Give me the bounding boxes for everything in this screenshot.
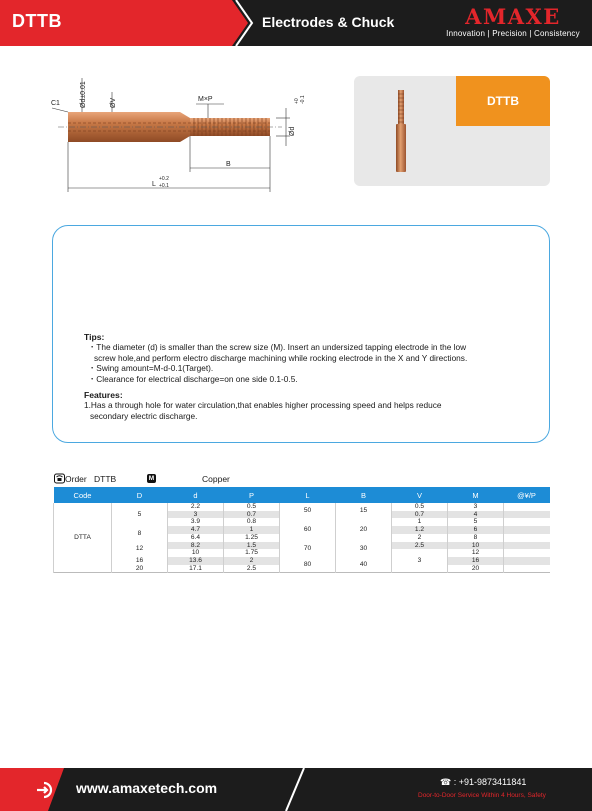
tip-line-2: screw hole,and perform electro discharge machining while rocking electrode in the X and Y directions.: [94, 352, 468, 363]
page-title: DTTB: [12, 11, 62, 31]
cell-d: 10: [168, 549, 224, 557]
label-mxp: M×P: [198, 96, 213, 103]
cell-V: 0.7: [392, 511, 448, 519]
table-header-row: [54, 487, 550, 503]
cell-price: [504, 526, 550, 534]
brand-tagline: Innovation | Precision | Consistency: [446, 29, 580, 38]
brand-logo[interactable]: [442, 6, 584, 38]
cell-M: 5: [448, 518, 504, 526]
material-badge: M: [148, 475, 155, 482]
cell-d: 4.7: [168, 526, 224, 534]
cell-d: 2.2: [168, 503, 224, 511]
cell-price: [504, 534, 550, 542]
cell-code: DTTA: [54, 503, 112, 573]
label-dia-v: ØV: [110, 97, 117, 108]
cell-M: 4: [448, 511, 504, 519]
cell-d: 13.6: [168, 557, 224, 565]
cell-M: 3: [448, 503, 504, 511]
label-l-tol-top: +0.2: [159, 176, 169, 182]
label-l-tol-bot: +0.1: [159, 183, 169, 189]
label-l: L: [152, 181, 156, 188]
cell-P: 0.5: [224, 503, 280, 511]
phone-icon: ☎ :: [440, 777, 459, 787]
cell-V: 2.5: [392, 542, 448, 550]
order-code: DTTB: [94, 474, 117, 484]
brand-name: AMAXE: [465, 4, 561, 29]
tips-heading: Tips:: [84, 332, 105, 342]
page-subtitle: Electrodes & Chuck: [262, 14, 395, 30]
label-d: Ød: [289, 126, 296, 136]
cell-L: 80: [280, 557, 336, 573]
cell-B: 40: [336, 557, 392, 573]
cell-L: 60: [280, 518, 336, 541]
features-heading: Features:: [84, 390, 123, 401]
col-header-V: V: [392, 487, 448, 503]
technical-drawing: [48, 68, 318, 198]
table-row: [54, 557, 550, 565]
feature-line-1: 1.Has a through hole for water circulation,that enables higher processing speed and helps reduce: [84, 400, 442, 411]
page-footer: [0, 768, 592, 811]
table-row: [54, 503, 550, 511]
cell-P: 1.25: [224, 534, 280, 542]
phone-icon: [54, 473, 65, 486]
cell-P: 0.8: [224, 518, 280, 526]
tip-line-1: ・The diameter (d) is smaller than the screw size (M). Insert an undersized tapping electrode in the low: [88, 342, 467, 353]
cell-price: [504, 503, 550, 511]
cell-L: 50: [280, 503, 336, 518]
tip-line-3: ・Swing amount=M-d-0.1(Target).: [88, 363, 214, 374]
cell-d: 3: [168, 511, 224, 519]
cell-P: 1.75: [224, 549, 280, 557]
table-row: [54, 542, 550, 550]
cell-D: 5: [112, 503, 168, 526]
product-tag-label: DTTB: [487, 94, 519, 108]
cell-B: 20: [336, 518, 392, 541]
cell-P: 2.5: [224, 565, 280, 573]
cell-d: 8.2: [168, 542, 224, 550]
cell-price: [504, 518, 550, 526]
cell-price: [504, 557, 550, 565]
col-header-B: B: [336, 487, 392, 503]
order-material: Copper: [202, 474, 230, 484]
cell-M: 10: [448, 542, 504, 550]
cell-d: 6.4: [168, 534, 224, 542]
cell-M: 6: [448, 526, 504, 534]
cell-price: [504, 549, 550, 557]
footer-phone: [440, 777, 526, 788]
cell-B: 30: [336, 542, 392, 557]
cell-P: 2: [224, 557, 280, 565]
cell-V: 1.2: [392, 526, 448, 534]
cell-D: 12: [112, 542, 168, 557]
cell-M: 20: [448, 565, 504, 573]
cell-V: 0.5: [392, 503, 448, 511]
col-header-D: D: [112, 487, 168, 503]
spec-table: [53, 487, 550, 573]
cell-price: [504, 565, 550, 573]
cell-M: 12: [448, 549, 504, 557]
col-header-code: Code: [54, 487, 112, 503]
cell-M: 16: [448, 557, 504, 565]
cell-d: 3.9: [168, 518, 224, 526]
label-dia-d0: Ød±0.01: [80, 81, 87, 108]
cell-B: 15: [336, 503, 392, 518]
cell-V: 1: [392, 518, 448, 526]
col-header-price: @¥/P: [504, 487, 550, 503]
footer-website[interactable]: www.amaxetech.com: [76, 780, 218, 796]
footer-phone-number: +91-9873411841: [458, 777, 527, 787]
feature-line-2: secondary electric discharge.: [90, 410, 198, 421]
page-header: [0, 0, 592, 46]
cell-price: [504, 511, 550, 519]
cell-P: 1: [224, 526, 280, 534]
col-header-M: M: [448, 487, 504, 503]
col-header-P: P: [224, 487, 280, 503]
cell-V: 3: [392, 549, 448, 573]
cell-D: 16: [112, 557, 168, 565]
order-line: [54, 474, 554, 486]
cell-V: 2: [392, 534, 448, 542]
order-label: Order: [65, 474, 87, 484]
cell-M: 8: [448, 534, 504, 542]
cell-d: 17.1: [168, 565, 224, 573]
cell-L: 70: [280, 542, 336, 557]
cell-D: 20: [112, 565, 168, 573]
col-header-L: L: [280, 487, 336, 503]
cell-P: 1.5: [224, 542, 280, 550]
cell-price: [504, 542, 550, 550]
label-d-tol-top: +0: [294, 98, 300, 104]
info-text: [84, 332, 534, 421]
label-b: B: [226, 161, 231, 168]
cell-D: 8: [112, 526, 168, 541]
label-c1: C1: [51, 100, 60, 107]
cell-P: 0.7: [224, 511, 280, 519]
label-d-tol-bot: -0.1: [300, 95, 306, 104]
footer-service-note: Door-to-Door Service Within 4 Hours, Safety: [418, 792, 546, 799]
tip-line-4: ・Clearance for electrical discharge=on one side 0.1-0.5.: [88, 373, 298, 384]
col-header-d: d: [168, 487, 224, 503]
product-tag: [456, 76, 550, 126]
